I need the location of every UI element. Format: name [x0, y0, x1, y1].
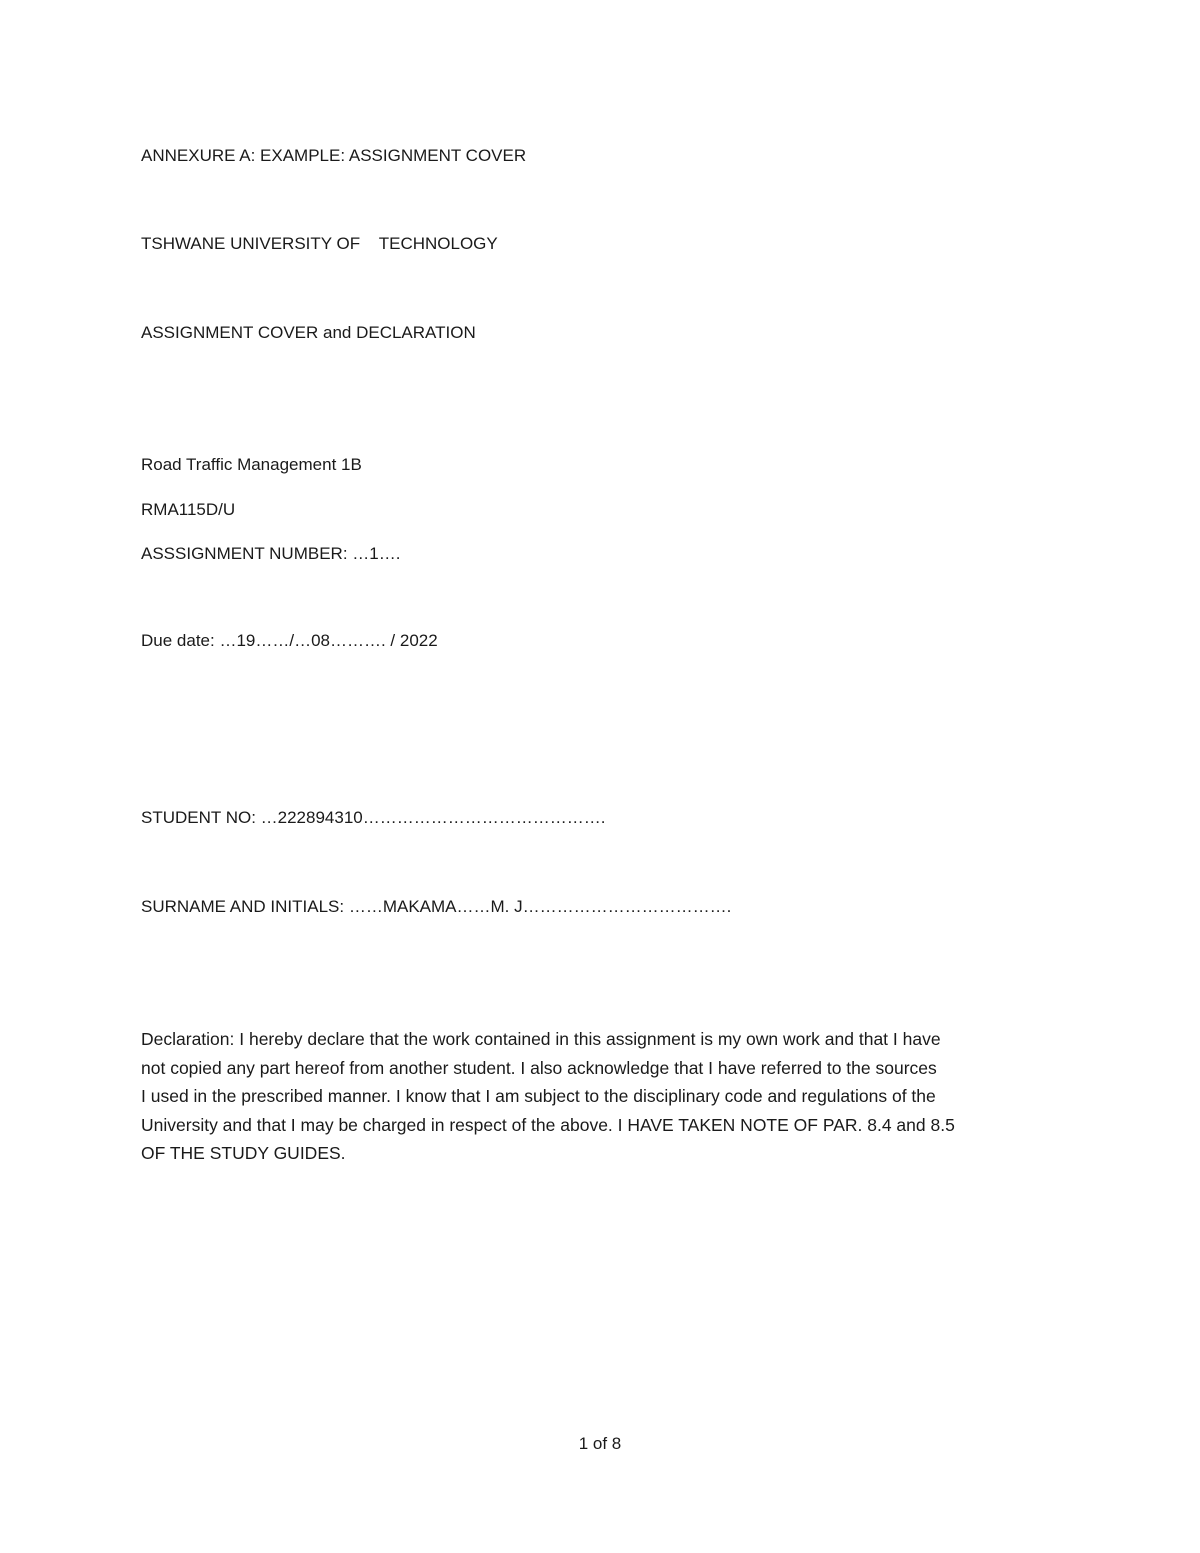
subject-name: Road Traffic Management 1B	[141, 455, 362, 474]
annexure-heading: ANNEXURE A: EXAMPLE: ASSIGNMENT COVER	[141, 146, 527, 165]
cover-title: ASSIGNMENT COVER and DECLARATION	[141, 323, 476, 342]
page-indicator: 1 of 8	[578, 1434, 622, 1453]
assignment-number: ASSSIGNMENT NUMBER: …1….	[141, 544, 401, 563]
declaration-line: University and that I may be charged in respect of the above. I HAVE TAKEN NOTE OF PAR. 8.4 and 8.5	[141, 1114, 955, 1135]
declaration-paragraph	[141, 1025, 1056, 1168]
declaration-line: OF THE STUDY GUIDES.	[141, 1143, 346, 1163]
surname-initials: SURNAME AND INITIALS: ……MAKAMA……M. J……………………………….	[141, 897, 732, 916]
declaration-line: I used in the prescribed manner. I know that I am subject to the disciplinary code and regulations of the	[141, 1086, 936, 1106]
university-name: TSHWANE UNIVERSITY OF TECHNOLOGY	[141, 234, 498, 253]
student-number: STUDENT NO: …222894310…………………………………….	[141, 808, 606, 827]
declaration-line: not copied any part hereof from another student. I also acknowledge that I have referred to the sources	[141, 1057, 937, 1078]
due-date: Due date: …19……/…08………. / 2022	[141, 631, 438, 650]
subject-code: RMA115D/U	[141, 500, 236, 519]
declaration-line: Declaration: I hereby declare that the work contained in this assignment is my own work and that I have	[141, 1029, 941, 1049]
